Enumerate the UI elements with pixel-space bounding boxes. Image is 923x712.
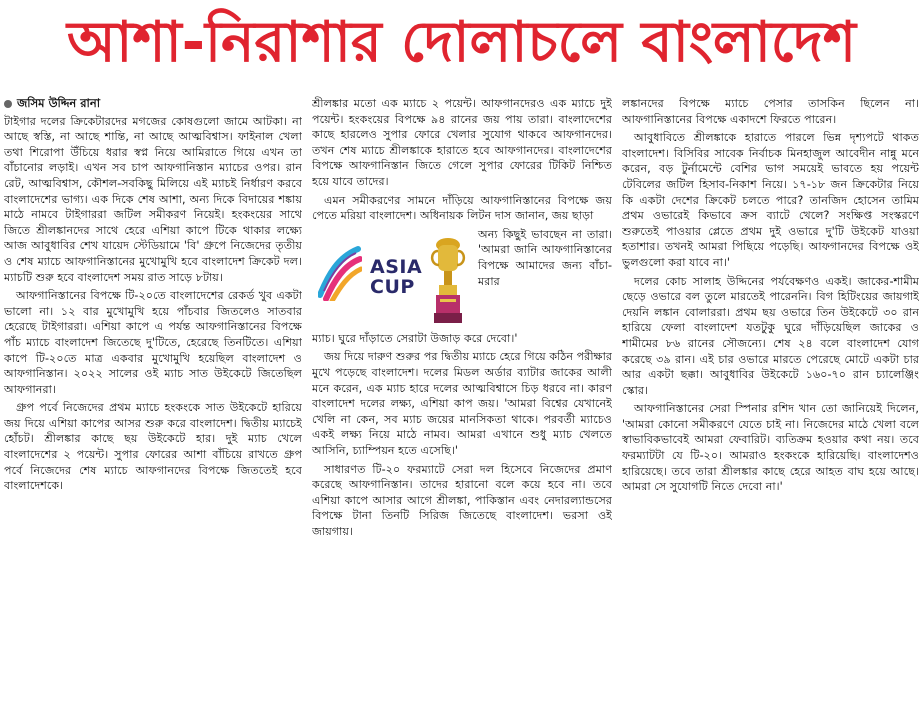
paragraph: সাধারণত টি-২০ ফরম্যাটে সেরা দল হিসেবে নিজেদের প্রমাণ করেছে আফগানিস্তান। তাদের হারানো বলে কয়ে হবে না। তবে এশিয়া কাপে আসার আগে শ্রীলঙ্কা, পাকিস্তান এবং নেদারল্যান্ডসের বিপক্ষে টানা তিনটি সিরিজ জিতেছে বাংলাদেশ। ভরসা ওই জায়গায়। bbox=[312, 462, 612, 538]
bullet-icon bbox=[4, 100, 12, 108]
logo-line-1: ASIA bbox=[370, 255, 423, 278]
paragraph: গ্রুপ পর্বে নিজেদের প্রথম ম্যাচে হংকংকে সাত উইকেটে হারিয়ে জয় দিয়ে এশিয়া কাপের আসর শুরু করে বাংলাদেশ। দ্বিতীয় ম্যাচেই হোঁচট। শ্রীলঙ্কার কাছে ছয় উইকেটে হার। দুই ম্যাচ খেলে বাংলাদেশের ২ পয়েন্ট। সুপার ফোরের আশা বাঁচিয়ে রাখতে গ্রুপ পর্বে নিজেদের শেষ ম্যাচে আফগানদের বিপক্ষে জিততেই হবে বাংলাদেশকে। bbox=[4, 401, 302, 493]
paragraph: আফগানিস্তানের বিপক্ষে টি-২০তে বাংলাদেশের রেকর্ড খুব একটা ভালো না। ১২ বার মুখোমুখি হয়ে পাঁচবার জিতলেও সাতবার হেরেছে টাইগাররা। এশিয়া কাপে এ পর্যন্ত আফগানিস্তানের বিপক্ষে পাঁচ ম্যাচে বাংলাদেশ জিতেছে দু'টিতে, হেরেছে তিনটিতে। এশিয়া কাপে টি-২০তে মাত্র একবার মুখোমুখি হয়েছিল বাংলাদেশ ও আফগানিস্তান। ২০২২ সালের ওই ম্যাচ সাত উইকেটে জিতেছিল আফগানরা। bbox=[4, 289, 302, 396]
paragraph: টাইগার দলের ক্রিকেটারদের মগজের কোষগুলো জামে আটকা। না আছে স্বস্তি, না আছে শান্তি, না আছে আত্মবিশ্বাস। ফাইনাল খেলা তথা শিরোপা উঁচিয়ে ধরার স্বপ্ন নিয়ে আমিরাতে গিয়ে এখন তা বাঁচানোর লড়াই। এখন সব চাপ আফগানিস্তান ম্যাচের ওপর। রান রেট, আত্মবিশ্বাস, কৌশল-সবকিছু মিলিয়ে এই ম্যাচই নির্ধারণ করবে বাংলাদেশের ভাগ্য। এক দিকে শেষ আশা, অন্য দিকে বিদায়ের শঙ্কায় মাঠে নামবে টাইগাররা জটিল সমীকরণ নিয়েই। হংকংয়ের সাথে জিতে শ্রীলঙ্কানদের সাথে হেরে এশিয়া কাপে টিকে থাকার লক্ষ্যে আজ আবুধাবির শেখ যায়েদ স্টেডিয়ামে 'বি' গ্রুপে নিজেদের তৃতীয় ও শেষ ম্যাচে আফগানিস্তানের মুখোমুখি হবে বাংলাদেশ ক্রিকেট দল। ম্যাচটি শুরু হবে বাংলাদেশ সময় রাত সাড়ে ৮টায়। bbox=[4, 114, 302, 284]
paragraph: জয় দিয়ে দারুণ শুরুর পর দ্বিতীয় ম্যাচে হেরে গিয়ে কঠিন পরীক্ষার মুখে পড়েছে বাংলাদেশ। দলের মিডল অর্ডার ব্যাটার জাকের আলী মনে করেন, এক ম্যাচ হারে দলের আত্মবিশ্বাসে চিড় ধরবে না। কারণ বাংলাদেশ দলের লক্ষ্য, এশিয়া কাপ জয়। 'আমরা বিশ্বের যেখানেই খেলি না কেন, সব ম্যাচ জয়ের মানসিকতা থাকে। পরবর্তী ম্যাচেও একই লক্ষ্য নিয়ে মাঠে নামব। আমরা এখানে শুধু ম্যাচ খেলতে আসিনি, চ্যাম্পিয়ন হতে এসেছি।' bbox=[312, 350, 612, 457]
paragraph: শ্রীলঙ্কার মতো এক ম্যাচে ২ পয়েন্ট। আফগানদেরও এক ম্যাচে দুই পয়েন্ট। হংকংয়ের বিপক্ষে ৯৪ রানের জয় পায় তারা। বাংলাদেশের কাছে হারলেও সুপার ফোরে খেলার সুযোগ থাকবে আফগানদের। তখন শেষ ম্যাচে শ্রীলঙ্কাকে হারাতে হবে আফগানদের। বাংলাদেশের বিপক্ষে আফগানিস্তান জিতে গেলে সুপার ফোরের টিকিট নিশ্চিত হয়ে যাবে তাদের। bbox=[312, 97, 612, 188]
photo-block bbox=[312, 227, 612, 331]
logo-text bbox=[370, 257, 422, 297]
paragraph: আফগানিস্তানের সেরা স্পিনার রশিদ খান তো জানিয়েই দিলেন, 'আমরা কোনো সমীকরণে যেতে চাই না। নিজেদের মাঠে খেলা বলে স্বাভাবিকভাবেই আমরা ফেবারিট। ব্যতিক্রম হওয়ার কথা নয়। তবে ফরম্যাটটা যে টি-২০। আমরাও হংকংকে হারিয়েছি। বাংলাদেশও হারিয়েছে। তবে তারা শ্রীলঙ্কার কাছে হেরে আহত বাঘ হয়ে আছে। আমরা সে সুযোগটি নিতে দেবো না।' bbox=[622, 402, 919, 494]
paragraph: আবুধাবিতে শ্রীলঙ্কাকে হারাতে পারলে ভিন্ন দৃশ্যপটে থাকত বাংলাদেশ। বিসিবির সাবেক নির্বাচক মিনহাজুল আবেদীন নান্নু মনে করেন, বড় টুর্নামেন্টে বেশির ভাগ সময়েই ভাবতে হয় পয়েন্ট টেবিলের জটিল হিসাব-নিকাশ নিয়ে। ১৭-১৮ জন ক্রিকেটার নিয়ে কি একটা দেশের ক্রিকেট চলতে পারে? তানজিদ হোসেন তামিম প্রথম ওভারেই কিভাবে ক্রস ব্যাটে খেলে? সংক্ষিপ্ত সংস্করণে শুরুতেই পাওয়ার প্লেতে প্রথম দুই ওভারে দু'টি উইকেট যাওয়া হতাশার। তখনই আমরা পিছিয়ে পড়েছি। আফগানদের বিপক্ষে ওই ভুলগুলো করা যাবে না।' bbox=[622, 131, 919, 269]
article-column-2 bbox=[312, 96, 612, 708]
side-text bbox=[478, 227, 612, 331]
paragraph: লঙ্কানদের বিপক্ষে ম্যাচে পেসার তাসকিন ছিলেন না। আফগানিস্তানের বিপক্ষে একাদশে ফিরতে পারেন। bbox=[622, 97, 919, 126]
logo-line-2: CUP bbox=[370, 275, 415, 298]
headline: আশা-নিরাশার দোলাচলে বাংলাদেশ bbox=[67, 10, 856, 75]
byline bbox=[4, 96, 302, 112]
trophy-icon bbox=[430, 235, 466, 327]
paragraph: দলের কোচ সালাহ উদ্দিনের পর্যবেক্ষণও একই। জাকের-শামীম ছেড়ে ওভারে বল তুলে মারতেই পারেননি। বিগ হিটিংয়ের জায়গাই দেয়নি লঙ্কান বোলাররা। প্রথম ছয় ওভারে তিন উইকেটে ৩০ রান হারিয়ে ফেলা বাংলাদেশ যতটুকু ঘুরে দাঁড়িয়েছিল জাকের ও শামীমের ৮৬ রানের সৌজন্যে। শেষ ২৪ বলে বাংলাদেশ যোগ করেছে ৩৯ রান। এই চার ওভারে মারতে পেরেছে মোটে একটা চার আর একটা ছক্কা। আবুধাবির উইকেটে ১৬০-৭০ রান চ্যালেঞ্জিং স্কোর। bbox=[622, 274, 919, 397]
byline-name: জসিম উদ্দিন রানা bbox=[17, 96, 101, 110]
swoosh-icon bbox=[318, 245, 362, 301]
article-column-1 bbox=[4, 96, 302, 708]
paragraph: ম্যাচ। ঘুরে দাঁড়াতে সেরাটা উজাড় করে দেবো।' bbox=[312, 331, 518, 345]
paragraph: এমন সমীকরণের সামনে দাঁড়িয়ে আফগানিস্তানের বিপক্ষে জয় পেতে মরিয়া বাংলাদেশ। অধিনায়ক লিটন দাস জানান, জয় ছাড়া bbox=[312, 193, 612, 223]
paragraph: অন্য কিছুই ভাবছেন না তারা। 'আমরা জানি আফগানিস্তানের বিপক্ষে আমাদের জন্য বাঁচা-মরার bbox=[478, 227, 612, 288]
article-column-3 bbox=[622, 96, 919, 708]
asia-cup-logo bbox=[312, 229, 472, 331]
